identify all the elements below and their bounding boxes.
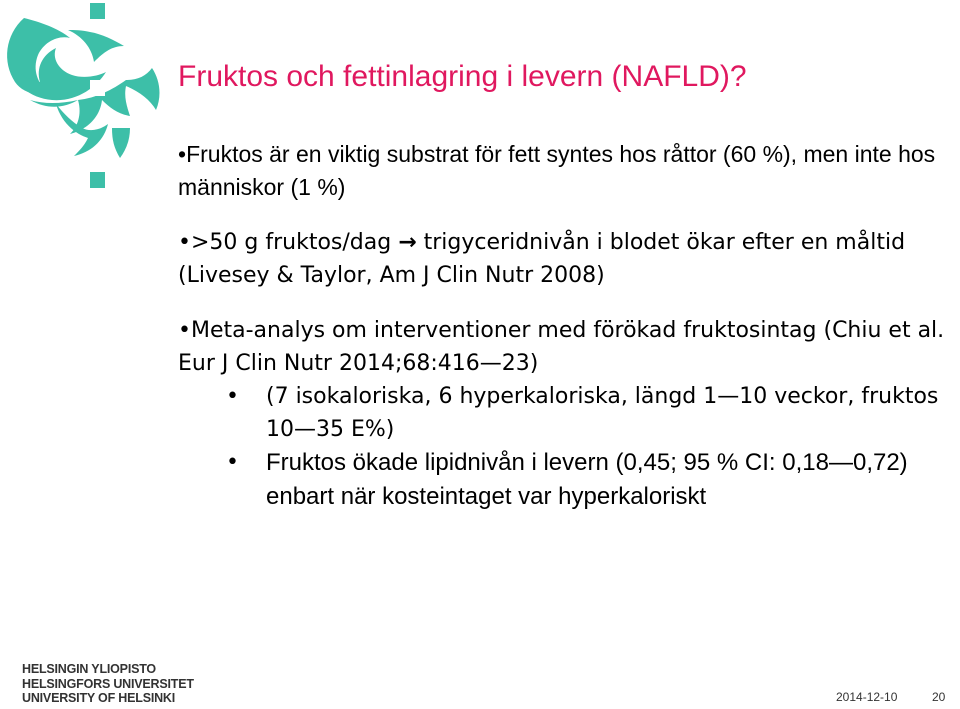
- bullet-2: [178, 226, 953, 292]
- bullet-marker: •: [178, 230, 191, 255]
- sub-bullet-1: [226, 380, 953, 446]
- bullet-marker: •: [178, 318, 191, 343]
- sub-bullet-marker: •: [226, 450, 239, 475]
- bullet-2-text-after: trigyceridnivån i blodet ökar efter en måltid (Livesey & Taylor, Am J Clin Nutr 2008): [178, 230, 906, 288]
- sub-bullet-1-text: (7 isokaloriska, 6 hyperkaloriska, längd 1—10 veckor, fruktos 10—35 E%): [266, 384, 939, 442]
- slide-title: Fruktos och fettinlagring i levern (NAFLD)?: [178, 60, 747, 93]
- sub-bullet-2-text: Fruktos ökade lipidnivån i levern (0,45; 95 % CI: 0,18—0,72) enbart när kosteintaget var hyperkaloriskt: [266, 449, 908, 510]
- sub-bullet-marker: •: [226, 384, 239, 409]
- bullet-3-text: Meta-analys om interventioner med förökad fruktosintag (Chiu et al. Eur J Clin Nutr 2014;68:416—23): [178, 318, 945, 376]
- bullet-3: [178, 314, 953, 380]
- bullet-1-text: Fruktos är en viktig substrat för fett syntes hos råttor (60 %), men inte hos människor (1 %): [178, 141, 936, 200]
- slide-body: [178, 138, 953, 514]
- university-name-en: UNIVERSITY OF HELSINKI: [22, 691, 176, 705]
- sub-bullet-2: [226, 446, 953, 514]
- slide-date: 2014-12-10: [836, 690, 898, 704]
- bullet-2-text-before: >50 g fruktos/dag: [190, 230, 399, 255]
- bullet-1: [178, 138, 953, 204]
- university-name-fi: HELSINGIN YLIOPISTO: [22, 662, 156, 676]
- slide-page-number: 20: [932, 690, 946, 704]
- university-name-sv: HELSINGFORS UNIVERSITET: [22, 676, 194, 691]
- university-wordmark: [22, 662, 194, 706]
- right-arrow-icon: →: [398, 230, 417, 255]
- university-flame-logo: [0, 0, 175, 190]
- bullet-marker: •: [178, 141, 187, 167]
